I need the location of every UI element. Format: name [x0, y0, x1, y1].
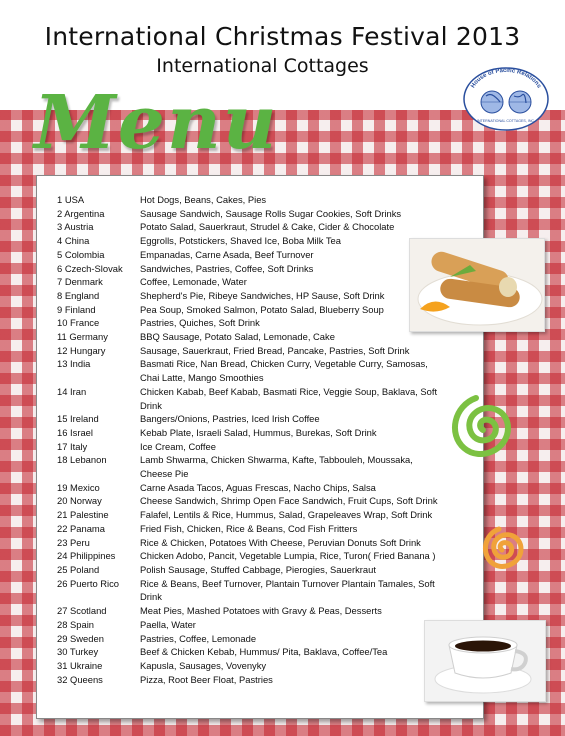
- menu-row-items: Potato Salad, Sauerkraut, Strudel & Cake, Cider & Chocolate: [140, 221, 395, 233]
- menu-row: [57, 262, 440, 276]
- menu-row-items: Pea Soup, Smoked Salmon, Potato Salad, Blueberry Soup: [140, 303, 384, 315]
- menu-row-country: 21 Palestine: [57, 509, 109, 521]
- menu-row-country: 22 Panama: [57, 522, 105, 534]
- menu-row-items: Shepherd's Pie, Ribeye Sandwiches, HP Sause, Soft Drink: [140, 289, 385, 301]
- menu-row-country: 16 Israel: [57, 426, 93, 438]
- menu-row-country: 17 Italy: [57, 440, 88, 452]
- menu-row-country: 25 Poland: [57, 563, 100, 575]
- menu-row: [57, 577, 440, 604]
- menu-row-country: 9 Finland: [57, 303, 96, 315]
- menu-row: [57, 494, 440, 508]
- logo-text-top: House of Pacific Relations: [470, 67, 542, 90]
- menu-heading-text: Menu: [34, 80, 279, 166]
- menu-row-items: Kebab Plate, Israeli Salad, Hummus, Burekas, Soft Drink: [140, 426, 377, 438]
- menu-row-country: 10 France: [57, 317, 100, 329]
- menu-row: [57, 234, 440, 248]
- green-spiral-ornament: [443, 378, 515, 482]
- menu-row-items: Rice & Chicken, Potatoes With Cheese, Peruvian Donuts Soft Drink: [140, 536, 421, 548]
- house-of-pacific-relations-logo: [462, 66, 550, 132]
- menu-row: [57, 440, 440, 454]
- page-title: International Christmas Festival 2013: [44, 22, 521, 51]
- menu-row: [57, 207, 440, 221]
- menu-row-items: Sandwiches, Pastries, Coffee, Soft Drinks: [140, 262, 314, 274]
- menu-row-items: Paella, Water: [140, 618, 196, 630]
- menu-row: [57, 344, 440, 358]
- menu-row-country: 20 Norway: [57, 495, 102, 507]
- menu-row: [57, 604, 440, 618]
- menu-row-country: 23 Peru: [57, 536, 90, 548]
- menu-row-items: Pastries, Quiches, Soft Drink: [140, 317, 260, 329]
- menu-row-country: 26 Puerto Rico: [57, 577, 120, 589]
- page-subtitle: International Cottages: [156, 55, 369, 77]
- menu-row-items: Carne Asada Tacos, Aguas Frescas, Nacho Chips, Salsa: [140, 481, 376, 493]
- menu-row: [57, 412, 440, 426]
- menu-row-items: Eggrolls, Potstickers, Shaved Ice, Boba Milk Tea: [140, 235, 341, 247]
- menu-row-items: Chicken Kabab, Beef Kabab, Basmati Rice, Veggie Soup, Baklava, Soft Drink: [140, 385, 438, 411]
- menu-row-country: 1 USA: [57, 194, 85, 205]
- menu-row-country: 19 Mexico: [57, 481, 100, 493]
- menu-row-country: 3 Austria: [57, 221, 94, 233]
- menu-row-items: Meat Pies, Mashed Potatoes with Gravy & Peas, Desserts: [140, 605, 382, 617]
- menu-row-country: 30 Turkey: [57, 646, 99, 658]
- menu-row-country: 4 China: [57, 235, 90, 247]
- menu-row: [57, 632, 440, 646]
- menu-row-country: 13 India: [57, 358, 91, 370]
- menu-row: [57, 385, 440, 412]
- menu-row-items: Kapusla, Sausages, Vovenyky: [140, 659, 267, 671]
- menu-row-country: 32 Queens: [57, 673, 103, 685]
- menu-row-country: 6 Czech-Slovak: [57, 262, 123, 274]
- menu-row: [57, 563, 440, 577]
- menu-row-items: Sausage Sandwich, Sausage Rolls Sugar Cookies, Soft Drinks: [140, 207, 402, 219]
- menu-row-items: Hot Dogs, Beans, Cakes, Pies: [140, 194, 267, 205]
- menu-row: [57, 645, 440, 659]
- menu-row: [57, 316, 440, 330]
- menu-row: [57, 453, 440, 480]
- menu-row-country: 5 Colombia: [57, 248, 105, 260]
- menu-row-items: Sausage, Sauerkraut, Fried Bread, Pancake, Pastries, Soft Drink: [140, 344, 410, 356]
- menu-row: [57, 536, 440, 550]
- menu-row-items: Beef & Chicken Kebab, Hummus/ Pita, Baklava, Coffee/Tea: [140, 646, 388, 658]
- menu-row-country: 29 Sweden: [57, 632, 104, 644]
- menu-row-country: 31 Ukraine: [57, 659, 103, 671]
- menu-row-items: Ice Cream, Coffee: [140, 440, 216, 452]
- menu-row-country: 28 Spain: [57, 618, 95, 630]
- menu-row-items: Lamb Shwarma, Chicken Shwarma, Kafte, Tabbouleh, Moussaka, Cheese Pie: [140, 454, 413, 480]
- menu-row: [57, 220, 440, 234]
- menu-row: [57, 248, 440, 262]
- menu-row-country: 15 Ireland: [57, 413, 99, 425]
- menu-row: [57, 275, 440, 289]
- menu-row-country: 24 Philippines: [57, 550, 116, 562]
- menu-row-items: Cheese Sandwich, Shrimp Open Face Sandwich, Fruit Cups, Soft Drink: [140, 495, 438, 507]
- menu-row-items: Pizza, Root Beer Float, Pastries: [140, 673, 273, 685]
- menu-row-country: 14 Iran: [57, 385, 87, 397]
- menu-row: [57, 673, 440, 687]
- menu-row: [57, 481, 440, 495]
- menu-row-items: Pastries, Coffee, Lemonade: [140, 632, 257, 644]
- menu-row-items: Coffee, Lemonade, Water: [140, 276, 247, 288]
- menu-row-country: 11 Germany: [57, 331, 108, 343]
- menu-row-country: 12 Hungary: [57, 344, 106, 356]
- menu-row-items: BBQ Sausage, Potato Salad, Lemonade, Cake: [140, 331, 335, 343]
- eggroll-photo: [409, 238, 545, 332]
- menu-row-items: Basmati Rice, Nan Bread, Chicken Curry, Vegetable Curry, Samosas, Chai Latte, Mango Smoothies: [140, 358, 428, 384]
- menu-row-country: 18 Lebanon: [57, 454, 107, 466]
- menu-row: [57, 522, 440, 536]
- menu-row-items: Falafel, Lentils & Rice, Hummus, Salad, Grapeleaves Wrap, Soft Drink: [140, 509, 433, 521]
- menu-row: [57, 303, 440, 317]
- menu-row-items: Fried Fish, Chicken, Rice & Beans, Cod Fish Fritters: [140, 522, 358, 534]
- menu-row-items: Chicken Adobo, Pancit, Vegetable Lumpia, Rice, Turon( Fried Banana ): [140, 550, 436, 562]
- menu-row: [57, 289, 440, 303]
- coffee-cup-photo: [424, 620, 546, 702]
- menu-row: [57, 508, 440, 522]
- menu-row-country: 8 England: [57, 289, 100, 301]
- menu-row: [57, 426, 440, 440]
- menu-row: [57, 549, 440, 563]
- menu-row-items: Bangers/Onions, Pastries, Iced Irish Coffee: [140, 413, 320, 425]
- menu-row: [57, 659, 440, 673]
- menu-row: [57, 193, 440, 207]
- menu-list: [57, 193, 440, 686]
- menu-row: [57, 330, 440, 344]
- menu-row-country: 2 Argentina: [57, 207, 105, 219]
- menu-row-items: Empanadas, Carne Asada, Beef Turnover: [140, 248, 314, 260]
- menu-heading: [34, 80, 314, 170]
- menu-row-items: Rice & Beans, Beef Turnover, Plantain Turnover Plantain Tamales, Soft Drink: [140, 577, 435, 603]
- menu-row: [57, 357, 440, 384]
- menu-row-items: Polish Sausage, Stuffed Cabbage, Pierogies, Sauerkraut: [140, 563, 376, 575]
- menu-row: [57, 618, 440, 632]
- menu-row-country: 7 Denmark: [57, 276, 103, 288]
- orange-spiral-ornament: [472, 512, 534, 586]
- menu-row-country: 27 Scotland: [57, 605, 107, 617]
- logo-text-bottom: INTERNATIONAL COTTAGES, INC.: [476, 119, 536, 123]
